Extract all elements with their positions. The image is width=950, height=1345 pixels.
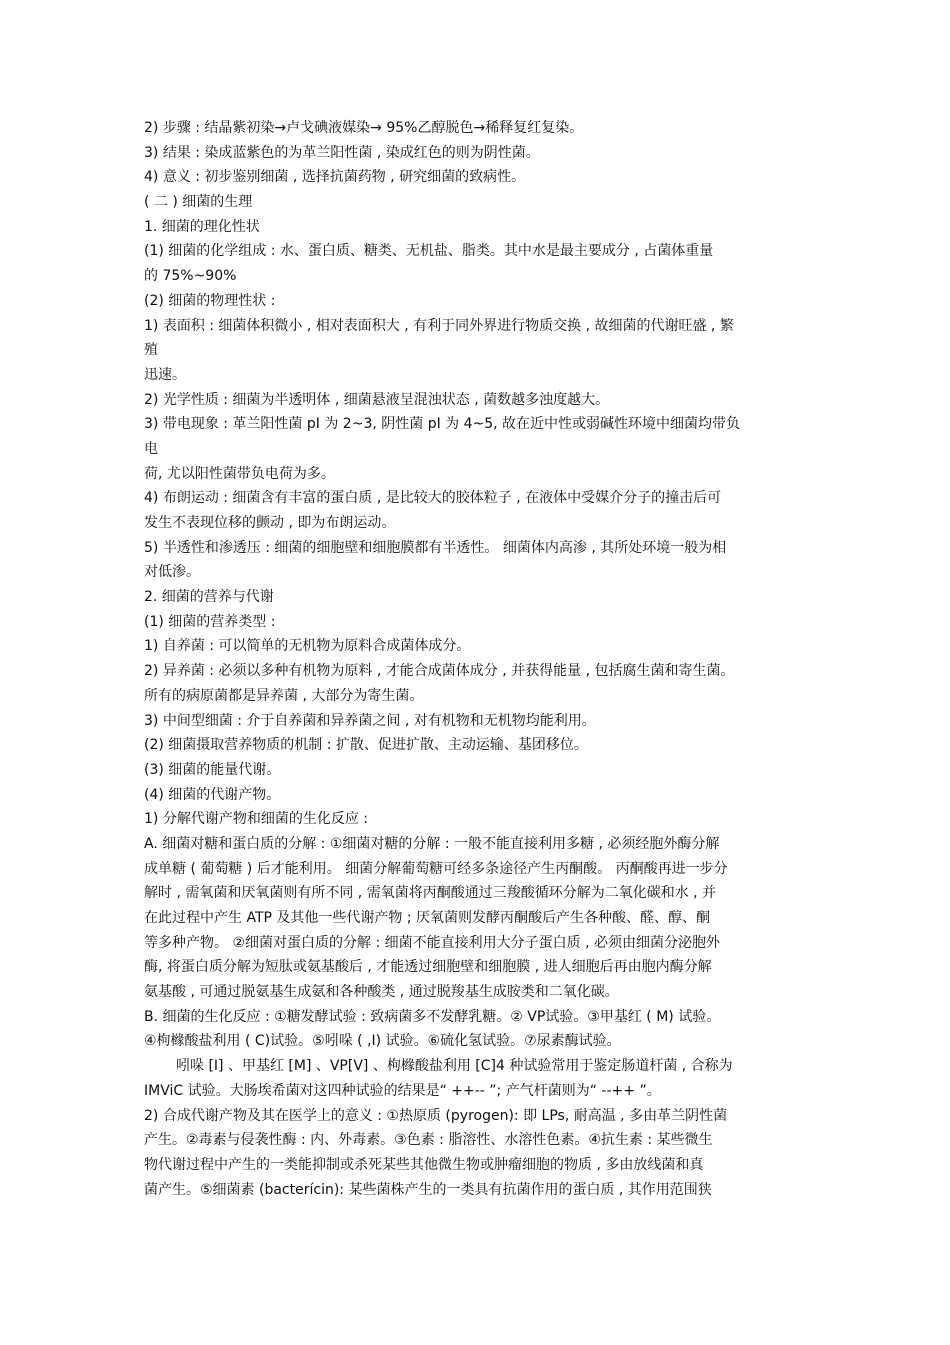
document-body: [144, 116, 810, 1202]
text-line: 成单糖 ( 葡萄糖 ) 后才能利用。 细菌分解葡萄糖可经多条途径产生丙酮酸。 丙酮酸再进一步分: [144, 860, 728, 877]
text-line: (1) 细菌的化学组成 : 水、蛋白质、糖类、无机盐、脂类。其中水是最主要成分 , 占菌体重量: [144, 243, 714, 260]
text-line: (3) 细菌的能量代谢。: [144, 761, 281, 778]
text-line: 3) 带电现象 : 革兰阳性菌 pI 为 2~3, 阴性菌 pI 为 4~5, 故在近中性或弱碱性环境中细菌均带负: [144, 416, 741, 433]
text-line: IMViC 试验。大肠埃希菌对这四种试验的结果是“ ++-- ”; 产气杆菌则为“ --++ ”。: [144, 1082, 661, 1099]
subsection-heading: 1. 细菌的理化性状: [144, 218, 260, 235]
text-line: 2) 合成代谢产物及其在医学上的意义 : ①热原质 (pyrogen): 即 LPs, 耐高温 , 多由革兰阴性菌: [144, 1107, 728, 1124]
text-line: (2) 细菌的物理性状 :: [144, 292, 276, 309]
text-line: 2) 光学性质 : 细菌为半透明体 , 细菌悬液呈混浊状态 , 菌数越多浊度越大。: [144, 391, 610, 408]
text-line: 2) 异养菌 : 必须以多种有机物为原料 , 才能合成菌体成分 , 并获得能量 , 包括腐生菌和寄生菌。: [144, 663, 735, 680]
text-line: 产生。②毒素与侵袭性酶 : 内、外毒素。③色素 : 脂溶性、水溶性色素。④抗生素 : 某些微生: [144, 1132, 713, 1149]
text-line: 1) 分解代谢产物和细菌的生化反应 :: [144, 811, 368, 828]
text-line: 迅速。: [144, 366, 186, 383]
text-line: 发生不表现位移的颤动 , 即为布朗运动。: [144, 515, 396, 531]
text-line: 4) 意义 : 初步鉴别细菌 , 选择抗菌药物 , 研究细菌的致病性。: [144, 169, 526, 186]
text-line: 3) 中间型细菌 : 介于自养菌和异养菌之间 , 对有机物和无机物均能利用。: [144, 712, 596, 729]
text-line: 3) 结果 : 染成蓝紫色的为革兰阳性菌 , 染成红色的则为阴性菌。: [144, 144, 540, 161]
text-line: 电: [144, 440, 158, 457]
text-line: 物代谢过程中产生的一类能抑制或杀死某些其他微生物或肿瘤细胞的物质 , 多由放线菌和真: [144, 1156, 704, 1173]
text-line: 殖: [144, 342, 158, 359]
text-line: 4) 布朗运动 : 细菌含有丰富的蛋白质 , 是比较大的胶体粒子 , 在液体中受媒介分子的撞击后可: [144, 490, 722, 507]
text-line: (4) 细菌的代谢产物。: [144, 786, 281, 803]
text-line: 2) 步骤 : 结晶紫初染→卢戈碘液媒染→ 95%乙醇脱色→稀释复红复染。: [144, 120, 584, 136]
text-line: 5) 半透性和渗透压 : 细菌的细胞壁和细胞膜都有半透性。 细菌体内高渗 , 其所处环境一般为相: [144, 539, 727, 556]
text-line: 解时 , 需氧菌和厌氧菌则有所不同 , 需氧菌将丙酮酸通过三羧酸循环分解为二氧化碳和水 , 并: [144, 885, 717, 902]
text-line: (1) 细菌的营养类型 :: [144, 613, 276, 630]
text-line: 菌产生。⑤细菌素 (bacterícin): 某些菌株产生的一类具有抗菌作用的蛋白质 , 其作用范围狭: [144, 1181, 712, 1198]
subsection-heading: 2. 细菌的营养与代谢: [144, 589, 274, 606]
text-line: A. 细菌对糖和蛋白质的分解 : ①细菌对糖的分解 : 一般不能直接利用多糖 , 必须经胞外酶分解: [144, 835, 720, 852]
text-line: 氨基酸 , 可通过脱氨基生成氨和各种酸类 , 通过脱羧基生成胺类和二氧化碳。: [144, 984, 619, 1001]
text-line: 1) 自养菌 : 可以简单的无机物为原料合成菌体成分。: [144, 638, 471, 655]
text-line: (2) 细菌摄取营养物质的机制 : 扩散、促进扩散、主动运输、基团移位。: [144, 737, 588, 754]
text-line: 的 75%~90%: [144, 268, 237, 285]
text-line: 等多种产物。 ②细菌对蛋白质的分解 : 细菌不能直接利用大分子蛋白质 , 必须由细菌分泌胞外: [144, 934, 720, 951]
text-line: 荷, 尤以阳性菌带负电荷为多。: [144, 465, 335, 482]
section-heading: ( 二 ) 细菌的生理: [144, 194, 253, 211]
text-line: 吲哚 [I] 、甲基红 [M] 、VP[Ⅴ] 、枸橼酸盐利用 [C]4 种试验常用于鉴定肠道杆菌 , 合称为: [176, 1058, 733, 1075]
text-line: ④枸橼酸盐利用 ( C)试验。⑤吲哚 ( ,I) 试验。⑥硫化氢试验。⑦尿素酶试验。: [144, 1033, 621, 1050]
text-line: 酶, 将蛋白质分解为短肽或氨基酸后 , 才能透过细胞壁和细胞膜 , 进人细胞后再由胞内酶分解: [144, 959, 712, 976]
text-line: 对低渗。: [144, 564, 200, 581]
text-line: 在此过程中产生 ATP 及其他一些代谢产物 ; 厌氧菌则发酵丙酮酸后产生各种酸、醛、醇、酮: [144, 910, 710, 926]
text-line: 所有的病原菌都是异养菌 , 大部分为寄生菌。: [144, 687, 424, 704]
text-line: B. 细菌的生化反应 : ①糖发酵试验 : 致病菌多不发酵乳糖。② VP试验。③甲基红 ( M) 试验。: [144, 1008, 721, 1025]
text-line: 1) 表面积 : 细菌体积微小 , 相对表面积大 , 有利于同外界进行物质交换 , 故细菌的代谢旺盛 , 繁: [144, 317, 734, 334]
